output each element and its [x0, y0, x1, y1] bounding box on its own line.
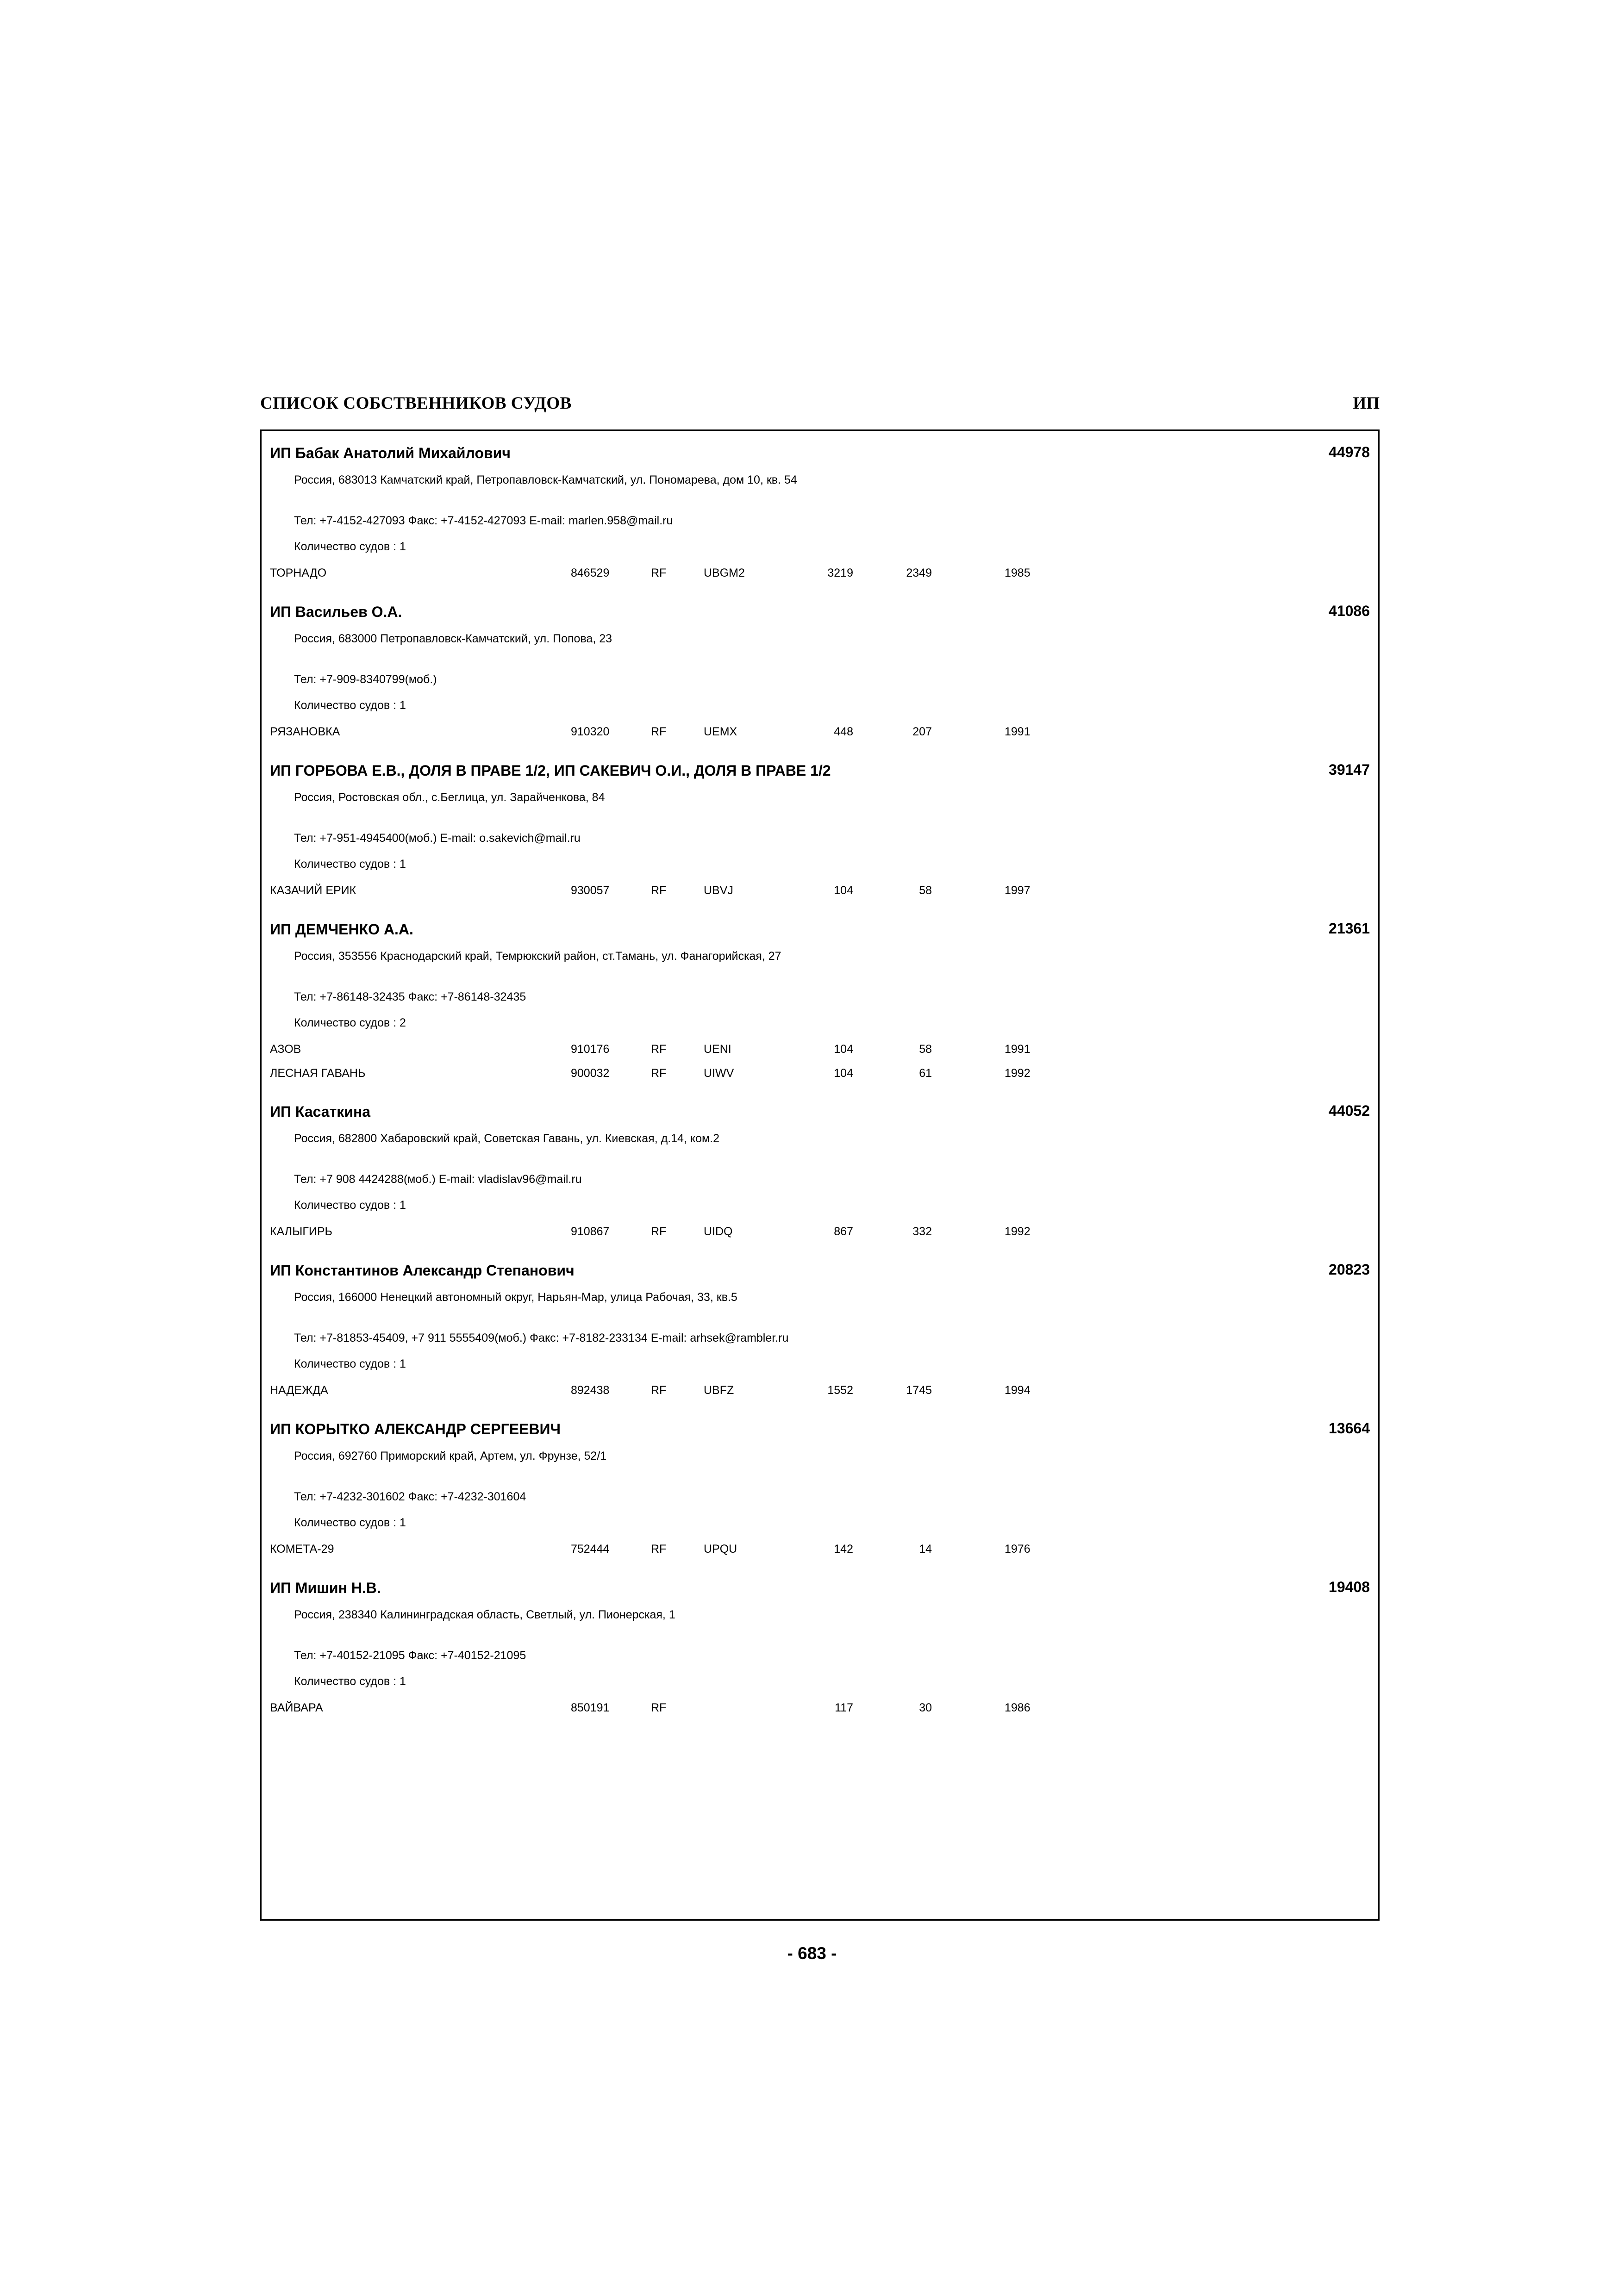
owner-address: Россия, 683000 Петропавловск-Камчатский, ул. Попова, 23: [294, 632, 612, 645]
vessel-flag: RF: [651, 884, 667, 897]
owner-contacts: Тел: +7-86148-32435 Факс: +7-86148-32435: [294, 990, 526, 1003]
owner-vessel-count: Количество судов : 1: [294, 1516, 406, 1529]
vessel-build-year: 1991: [1005, 725, 1031, 738]
vessel-name: АЗОВ: [270, 1043, 301, 1056]
vessel-call-sign: UEMX: [704, 725, 737, 738]
vessel-row: [270, 1384, 1370, 1400]
owner-name: ИП Васильев О.А.: [270, 604, 402, 620]
owner-name: ИП ДЕМЧЕНКО А.А.: [270, 921, 413, 938]
vessel-deadweight: 1745: [906, 1384, 932, 1397]
owner-id: 19408: [1329, 1579, 1370, 1595]
owner-contacts: Тел: +7 908 4424288(моб.) E-mail: vladislav96@mail.ru: [294, 1173, 582, 1186]
owner-contacts: Тел: +7-81853-45409, +7 911 5555409(моб.) Факс: +7-8182-233134 E-mail: arhsek@rambler.ru: [294, 1332, 789, 1344]
vessel-name: ТОРНАДО: [270, 566, 327, 579]
vessel-gross-tonnage: 448: [834, 725, 853, 738]
vessel-reg-number: 892438: [571, 1384, 610, 1397]
owner-address: Россия, 682800 Хабаровский край, Советская Гавань, ул. Киевская, д.14, ком.2: [294, 1132, 720, 1145]
vessel-build-year: 1986: [1005, 1701, 1031, 1714]
owner-vessel-count: Количество судов : 1: [294, 1675, 406, 1688]
vessel-deadweight: 58: [919, 1043, 932, 1056]
owner-vessel-count: Количество судов : 1: [294, 699, 406, 712]
owner-id: 20823: [1329, 1261, 1370, 1278]
owner-contacts: Тел: +7-40152-21095 Факс: +7-40152-21095: [294, 1649, 526, 1662]
vessel-row: [270, 1043, 1370, 1058]
owner-address: Россия, 238340 Калининградская область, Светлый, ул. Пионерская, 1: [294, 1608, 675, 1621]
vessel-call-sign: UIDQ: [704, 1225, 733, 1238]
owner-contacts: Тел: +7-4152-427093 Факс: +7-4152-427093 E-mail: marlen.958@mail.ru: [294, 514, 673, 527]
owner-id: 39147: [1329, 761, 1370, 778]
vessel-flag: RF: [651, 1543, 667, 1556]
vessel-name: КАЗАЧИЙ ЕРИК: [270, 884, 356, 897]
vessel-build-year: 1997: [1005, 884, 1031, 897]
vessel-build-year: 1994: [1005, 1384, 1031, 1397]
vessel-call-sign: UENI: [704, 1043, 731, 1056]
owner-address: Россия, 353556 Краснодарский край, Темрюкский район, ст.Тамань, ул. Фанагорийская, 27: [294, 950, 781, 963]
vessel-gross-tonnage: 867: [834, 1225, 853, 1238]
vessel-flag: RF: [651, 1225, 667, 1238]
vessel-build-year: 1976: [1005, 1543, 1031, 1556]
vessel-row: [270, 725, 1370, 741]
vessel-row: [270, 1225, 1370, 1241]
vessel-gross-tonnage: 3219: [827, 566, 853, 579]
owner-address: Россия, Ростовская обл., с.Беглица, ул. Зарайченкова, 84: [294, 791, 605, 804]
vessel-reg-number: 910320: [571, 725, 610, 738]
vessel-reg-number: 930057: [571, 884, 610, 897]
vessel-call-sign: UPQU: [704, 1543, 737, 1556]
owners-frame: [260, 429, 1380, 1921]
owner-vessel-count: Количество судов : 1: [294, 858, 406, 871]
owner-name: ИП Бабак Анатолий Михайлович: [270, 445, 511, 461]
vessel-gross-tonnage: 104: [834, 1067, 853, 1080]
vessel-gross-tonnage: 104: [834, 884, 853, 897]
header-title: СПИСОК СОБСТВЕННИКОВ СУДОВ: [260, 394, 572, 413]
owner-contacts: Тел: +7-909-8340799(моб.): [294, 673, 437, 686]
vessel-flag: RF: [651, 1384, 667, 1397]
vessel-call-sign: UBVJ: [704, 884, 733, 897]
vessel-name: КОМЕТА-29: [270, 1543, 334, 1556]
owner-name: ИП ГОРБОВА Е.В., ДОЛЯ В ПРАВЕ 1/2, ИП САКЕВИЧ О.И., ДОЛЯ В ПРАВЕ 1/2: [270, 762, 831, 779]
owner-vessel-count: Количество судов : 1: [294, 1357, 406, 1370]
vessel-deadweight: 14: [919, 1543, 932, 1556]
vessel-name: ЛЕСНАЯ ГАВАНЬ: [270, 1067, 366, 1080]
vessel-name: НАДЕЖДА: [270, 1384, 328, 1397]
owner-id: 44052: [1329, 1102, 1370, 1119]
vessel-call-sign: UBFZ: [704, 1384, 734, 1397]
owner-id: 13664: [1329, 1420, 1370, 1437]
owner-name: ИП Константинов Александр Степанович: [270, 1262, 575, 1279]
vessel-flag: RF: [651, 725, 667, 738]
vessel-row: [270, 1701, 1370, 1717]
vessel-row: [270, 1543, 1370, 1558]
vessel-deadweight: 58: [919, 884, 932, 897]
vessel-call-sign: UIWV: [704, 1067, 734, 1080]
owner-name: ИП Касаткина: [270, 1103, 371, 1120]
vessel-reg-number: 846529: [571, 566, 610, 579]
owner-vessel-count: Количество судов : 2: [294, 1016, 406, 1029]
owner-address: Россия, 683013 Камчатский край, Петропавловск-Камчатский, ул. Пономарева, дом 10, кв. 54: [294, 473, 797, 486]
vessel-call-sign: UBGM2: [704, 566, 745, 579]
vessel-build-year: 1992: [1005, 1067, 1031, 1080]
vessel-flag: RF: [651, 1701, 667, 1714]
vessel-gross-tonnage: 1552: [827, 1384, 853, 1397]
vessel-name: КАЛЫГИРЬ: [270, 1225, 332, 1238]
owner-name: ИП Мишин Н.В.: [270, 1580, 381, 1596]
vessel-build-year: 1991: [1005, 1043, 1031, 1056]
owner-id: 21361: [1329, 920, 1370, 937]
owner-vessel-count: Количество судов : 1: [294, 540, 406, 553]
vessel-deadweight: 30: [919, 1701, 932, 1714]
owner-address: Россия, 166000 Ненецкий автономный округ, Нарьян-Мар, улица Рабочая, 33, кв.5: [294, 1291, 737, 1304]
vessel-name: ВАЙВАРА: [270, 1701, 323, 1714]
vessel-reg-number: 752444: [571, 1543, 610, 1556]
page-number: - 683 -: [787, 1944, 837, 1963]
owner-name: ИП КОРЫТКО АЛЕКСАНДР СЕРГЕЕВИЧ: [270, 1421, 561, 1437]
vessel-reg-number: 910867: [571, 1225, 610, 1238]
vessel-flag: RF: [651, 1067, 667, 1080]
vessel-deadweight: 332: [912, 1225, 932, 1238]
vessel-build-year: 1992: [1005, 1225, 1031, 1238]
page-header: [260, 393, 1380, 421]
vessel-gross-tonnage: 117: [835, 1701, 853, 1714]
vessel-deadweight: 61: [919, 1067, 932, 1080]
vessel-row: [270, 566, 1370, 582]
vessel-reg-number: 850191: [571, 1701, 610, 1714]
vessel-gross-tonnage: 142: [834, 1543, 853, 1556]
vessel-name: РЯЗАНОВКА: [270, 725, 340, 738]
vessel-build-year: 1985: [1005, 566, 1031, 579]
owner-contacts: Тел: +7-4232-301602 Факс: +7-4232-301604: [294, 1490, 526, 1503]
vessel-gross-tonnage: 104: [834, 1043, 853, 1056]
vessel-flag: RF: [651, 566, 667, 579]
vessel-reg-number: 910176: [571, 1043, 610, 1056]
vessel-flag: RF: [651, 1043, 667, 1056]
header-section: ИП: [1353, 394, 1380, 413]
vessel-row: [270, 1067, 1370, 1083]
vessel-deadweight: 207: [912, 725, 932, 738]
owner-id: 41086: [1329, 603, 1370, 619]
owner-address: Россия, 692760 Приморский край, Артем, ул. Фрунзе, 52/1: [294, 1450, 607, 1462]
owner-vessel-count: Количество судов : 1: [294, 1199, 406, 1212]
vessel-reg-number: 900032: [571, 1067, 610, 1080]
owner-id: 44978: [1329, 444, 1370, 460]
owner-contacts: Тел: +7-951-4945400(моб.) E-mail: o.sakevich@mail.ru: [294, 832, 581, 845]
vessel-deadweight: 2349: [906, 566, 932, 579]
vessel-row: [270, 884, 1370, 900]
